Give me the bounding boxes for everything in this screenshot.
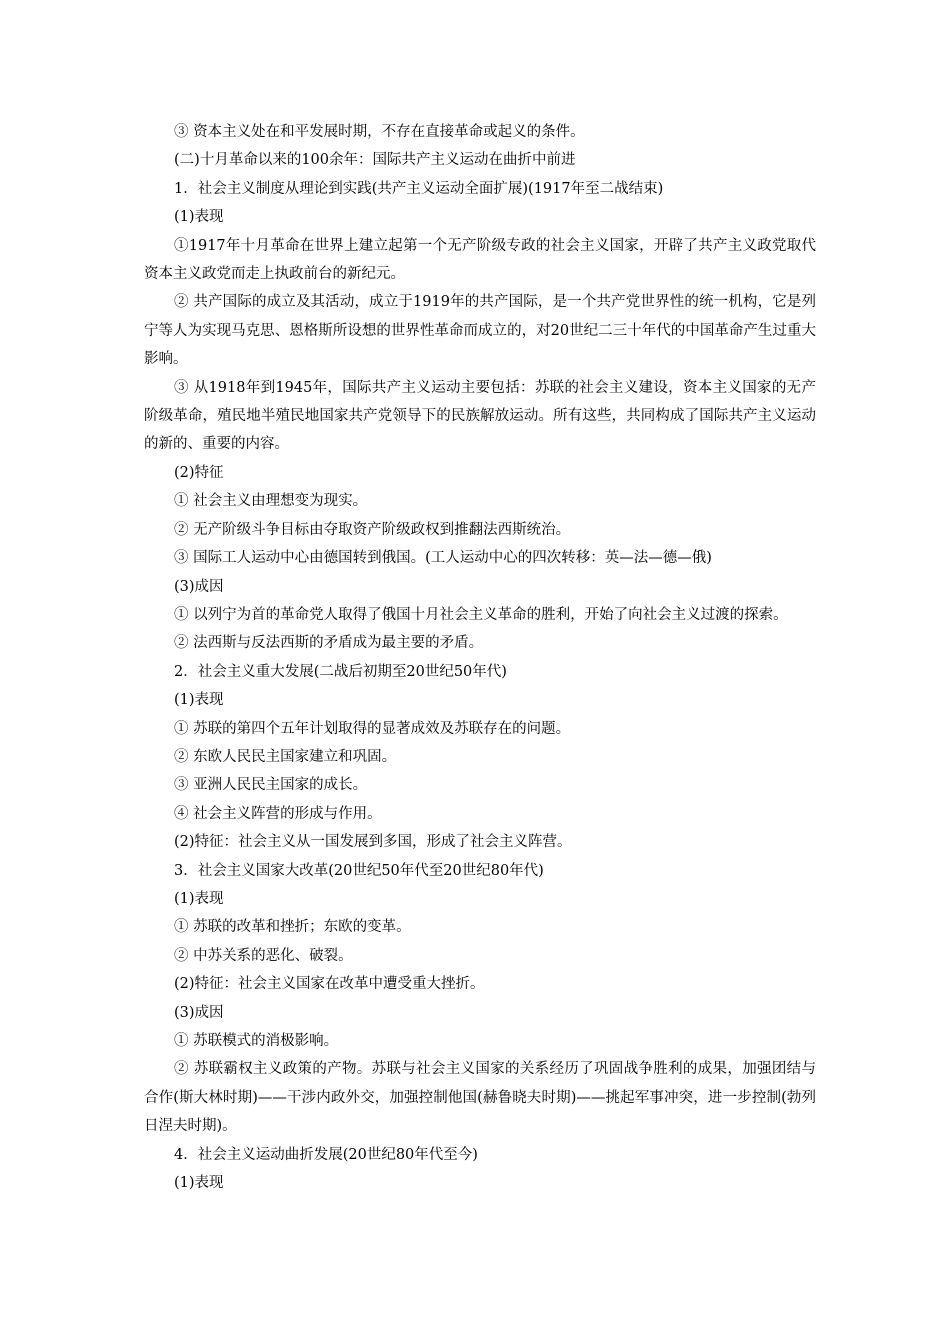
- item-heading: (3)成因: [174, 578, 224, 595]
- subsection-heading: 3．社会主义国家大改革(20世纪50年代至20世纪80年代): [174, 862, 544, 879]
- section-heading: (二)十月革命以来的100余年：国际共产主义运动在曲折中前进: [174, 152, 576, 169]
- item-heading: (1)表现: [174, 1175, 224, 1192]
- paragraph: ② 苏联霸权主义政策的产物。苏联与社会主义国家的关系经历了巩固战争胜利的成果，加强团结与合作(斯大林时期)——干涉内政外交，加强控制他国(赫鲁晓夫时期)——挑起军事冲突，进一步控制(勃列日涅夫时期)。: [144, 1061, 816, 1135]
- paragraph: (2)特征：社会主义国家在改革中遭受重大挫折。: [174, 976, 485, 993]
- paragraph: (2)特征：社会主义从一国发展到多国，形成了社会主义阵营。: [174, 834, 572, 851]
- paragraph: ① 苏联模式的消极影响。: [174, 1033, 339, 1049]
- paragraph: ① 社会主义由理想变为现实。: [174, 493, 368, 510]
- paragraph: ④ 社会主义阵营的形成与作用。: [174, 805, 382, 822]
- item-heading: (1)表现: [174, 209, 224, 226]
- document-body: [144, 118, 816, 1197]
- item-heading: (1)表现: [174, 692, 224, 709]
- paragraph: ② 法西斯与反法西斯的矛盾成为最主要的矛盾。: [174, 635, 484, 652]
- subsection-heading: 1．社会主义制度从理论到实践(共产主义运动全面扩展)(1917年至二战结束): [174, 180, 664, 197]
- subsection-heading: 4．社会主义运动曲折发展(20世纪80年代至今): [174, 1146, 478, 1163]
- item-heading: (2)特征: [174, 464, 224, 481]
- paragraph: ③ 亚洲人民民主国家的成长。: [174, 777, 368, 794]
- paragraph: ③ 从1918年到1945年，国际共产主义运动主要包括：苏联的社会主义建设，资本主义国家的无产阶级革命，殖民地半殖民地国家共产党领导下的民族解放运动。所有这些，共同构成了国际共产主义运动的新的、重要的内容。: [144, 379, 816, 453]
- paragraph: ③ 资本主义处在和平发展时期，不存在直接革命或起义的条件。: [174, 124, 585, 140]
- paragraph: ② 共产国际的成立及其活动，成立于1919年的共产国际，是一个共产党世界性的统一机构，它是列宁等人为实现马克思、恩格斯所设想的世界性革命而成立的，对20世纪二三十年代的中国革命产生过重大影响。: [144, 294, 816, 368]
- item-heading: (3)成因: [174, 1004, 224, 1021]
- paragraph: ① 苏联的第四个五年计划取得的显著成效及苏联存在的问题。: [174, 720, 571, 737]
- paragraph: ② 无产阶级斗争目标由夺取资产阶级政权到推翻法西斯统治。: [174, 521, 571, 538]
- subsection-heading: 2．社会主义重大发展(二战后初期至20世纪50年代): [174, 663, 507, 680]
- paragraph: ② 中苏关系的恶化、破裂。: [174, 947, 353, 964]
- paragraph: ① 苏联的改革和挫折；东欧的变革。: [174, 919, 411, 936]
- paragraph: ③ 国际工人运动中心由德国转到俄国。(工人运动中心的四次转移：英—法—德—俄): [174, 550, 712, 567]
- paragraph: ① 以列宁为首的革命党人取得了俄国十月社会主义革命的胜利，开始了向社会主义过渡的探索。: [174, 606, 788, 623]
- item-heading: (1)表现: [174, 890, 224, 907]
- paragraph: ①1917年十月革命在世界上建立起第一个无产阶级专政的社会主义国家，开辟了共产主义政党取代资本主义政党而走上执政前台的新纪元。: [144, 237, 816, 283]
- paragraph: ② 东欧人民民主国家建立和巩固。: [174, 748, 397, 765]
